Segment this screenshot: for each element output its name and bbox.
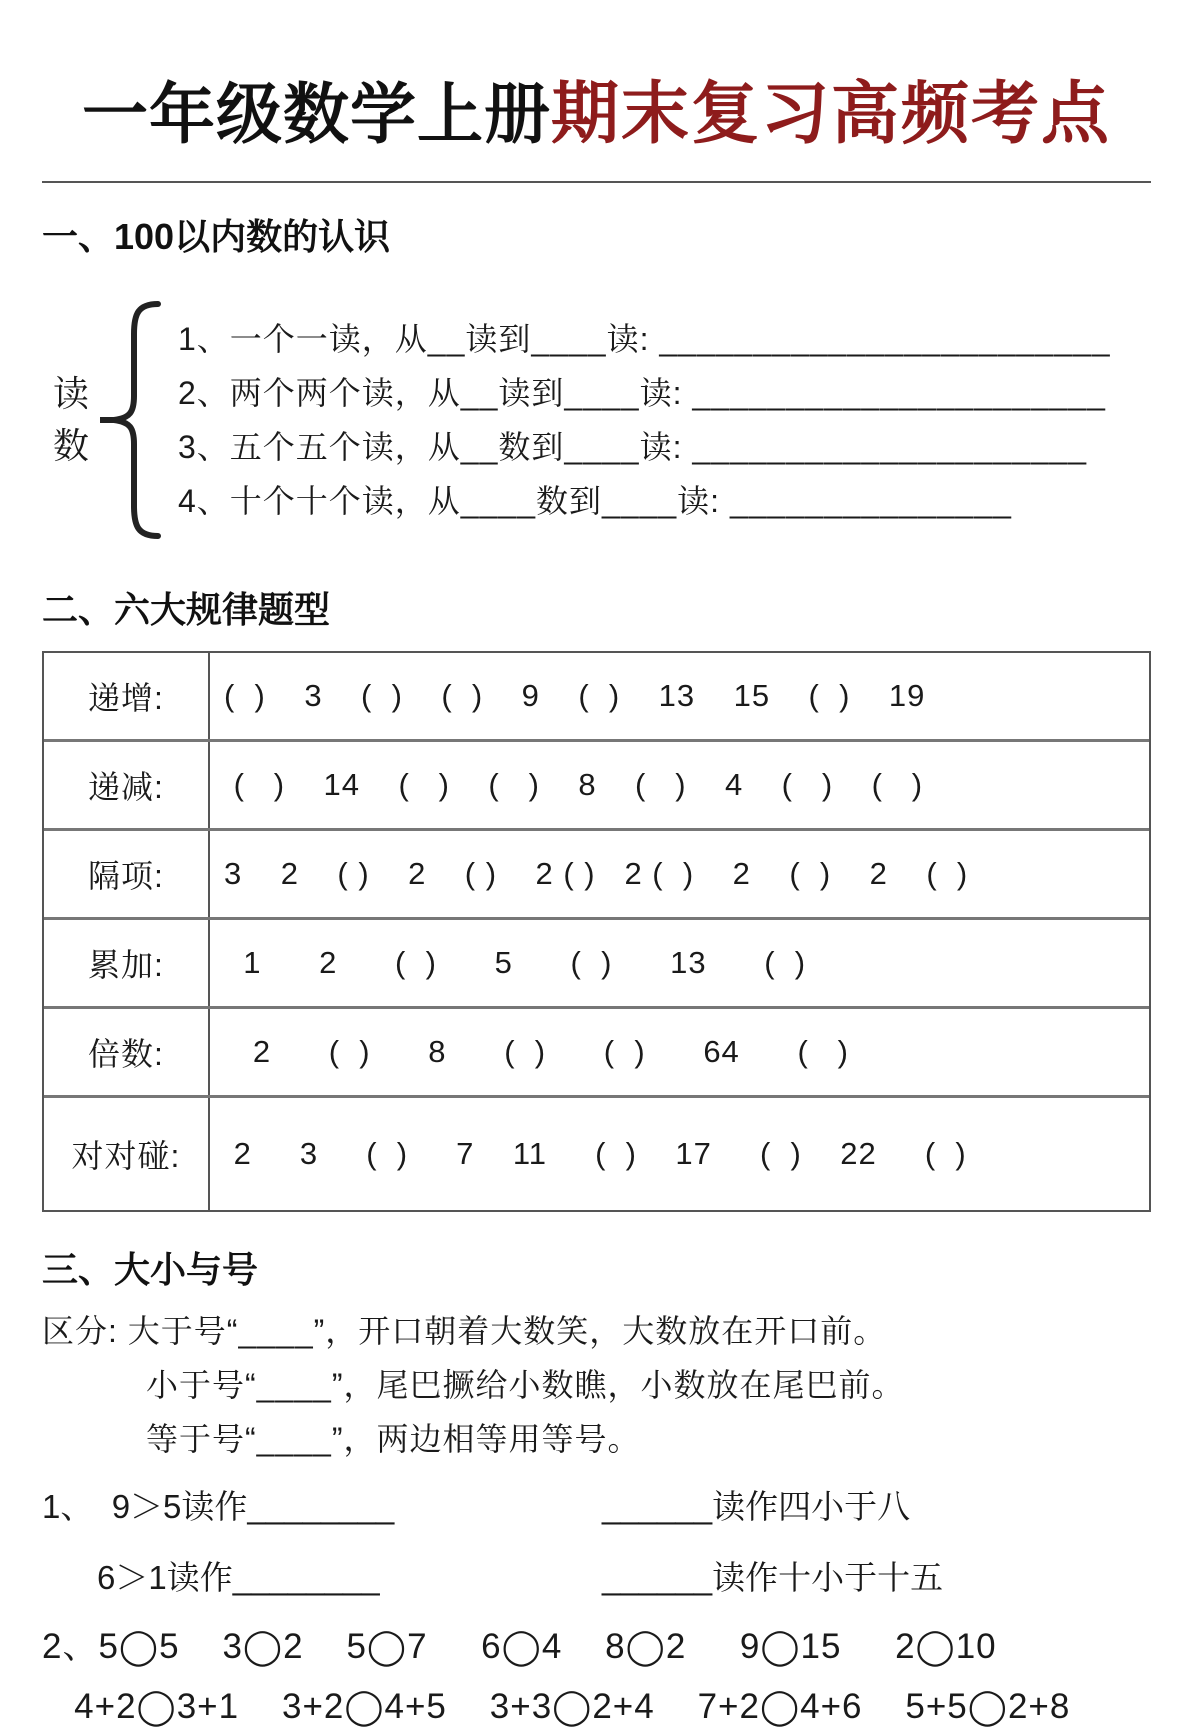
sign-rules bbox=[42, 1315, 1151, 1455]
table-row-increase bbox=[44, 653, 1149, 739]
exercise-1-line-1 bbox=[42, 1481, 1151, 1528]
reading-items bbox=[178, 301, 1111, 539]
row-sequence: 1 2 ( ) 5 ( ) 13 ( ) bbox=[224, 945, 807, 980]
rule-less-than: 小于号“____”，尾巴撅给小数瞧，小数放在尾巴前。 bbox=[146, 1367, 905, 1403]
rule-greater-than: 区分: 大于号“____”，开口朝着大数笑，大数放在开口前。 bbox=[42, 1313, 887, 1349]
reading-item-2: 2、两个两个读，从__读到____读: ______________________ bbox=[178, 375, 1106, 411]
row-sequence: 2 3 ( ) 7 11 ( ) 17 ( ) 22 ( ) bbox=[224, 1136, 967, 1171]
row-sequence: ( ) 3 ( ) ( ) 9 ( ) 13 15 ( ) 19 bbox=[224, 678, 926, 713]
reading-label bbox=[42, 368, 100, 472]
read-as-right: ______读作十小于十五 bbox=[602, 1559, 944, 1596]
row-label: 倍数: bbox=[44, 1009, 210, 1095]
table-row-multiple bbox=[44, 1006, 1149, 1095]
section1-heading: 一、100以内数的认识 bbox=[42, 216, 391, 257]
read-as-left: 1、 9＞5读作________ bbox=[42, 1488, 395, 1525]
reading-item-3: 3、五个五个读，从__数到____读: _____________________ bbox=[178, 429, 1088, 465]
row-label: 递减: bbox=[44, 742, 210, 828]
reading-label-char2: 数 bbox=[52, 425, 89, 466]
reading-item-1: 1、一个一读，从__读到____读: ________________________ bbox=[178, 321, 1111, 357]
page-title bbox=[42, 60, 1151, 157]
row-label: 累加: bbox=[44, 920, 210, 1006]
curly-brace-icon bbox=[100, 298, 164, 542]
compare-numbers-line: 2、5◯5 3◯2 5◯7 6◯4 8◯2 9◯15 2◯10 bbox=[42, 1627, 997, 1666]
reading-label-char1: 读 bbox=[52, 372, 89, 414]
row-label: 隔项: bbox=[44, 831, 210, 917]
pattern-table bbox=[42, 651, 1151, 1212]
reading-item-4: 4、十个十个读，从____数到____读: _______________ bbox=[178, 483, 1012, 519]
table-row-decrease bbox=[44, 739, 1149, 828]
exercise-2 bbox=[42, 1619, 1151, 1727]
exercise-1 bbox=[42, 1481, 1151, 1599]
title-main: 一年级数学上册 bbox=[81, 77, 551, 151]
section3-heading: 三、大小与号 bbox=[42, 1249, 259, 1290]
title-divider bbox=[42, 181, 1151, 183]
title-accent: 期末复习高频考点 bbox=[550, 76, 1111, 152]
table-row-pairs bbox=[44, 1095, 1149, 1210]
section2-heading: 二、六大规律题型 bbox=[42, 589, 331, 630]
compare-expressions-line: 4+2◯3+1 3+2◯4+5 3+3◯2+4 7+2◯4+6 5+5◯2+8 bbox=[42, 1687, 1071, 1726]
row-sequence: ( ) 14 ( ) ( ) 8 ( ) 4 ( ) ( ) bbox=[224, 767, 924, 802]
row-sequence: 2 ( ) 8 ( ) ( ) 64 ( ) bbox=[224, 1034, 849, 1069]
reading-brace-block bbox=[42, 298, 1151, 542]
table-row-cumulative bbox=[44, 917, 1149, 1006]
read-as-left: 6＞1读作________ bbox=[42, 1559, 380, 1596]
row-sequence: 3 2 ( ) 2 ( ) 2 ( ) 2 ( ) 2 ( ) 2 ( ) bbox=[224, 856, 969, 891]
table-row-alternate bbox=[44, 828, 1149, 917]
exercise-1-line-2 bbox=[42, 1552, 1151, 1599]
read-as-right: ______读作四小于八 bbox=[602, 1488, 911, 1525]
row-label: 递增: bbox=[44, 653, 210, 739]
row-label: 对对碰: bbox=[44, 1098, 210, 1210]
rule-equals: 等于号“____”，两边相等用等号。 bbox=[146, 1421, 641, 1457]
